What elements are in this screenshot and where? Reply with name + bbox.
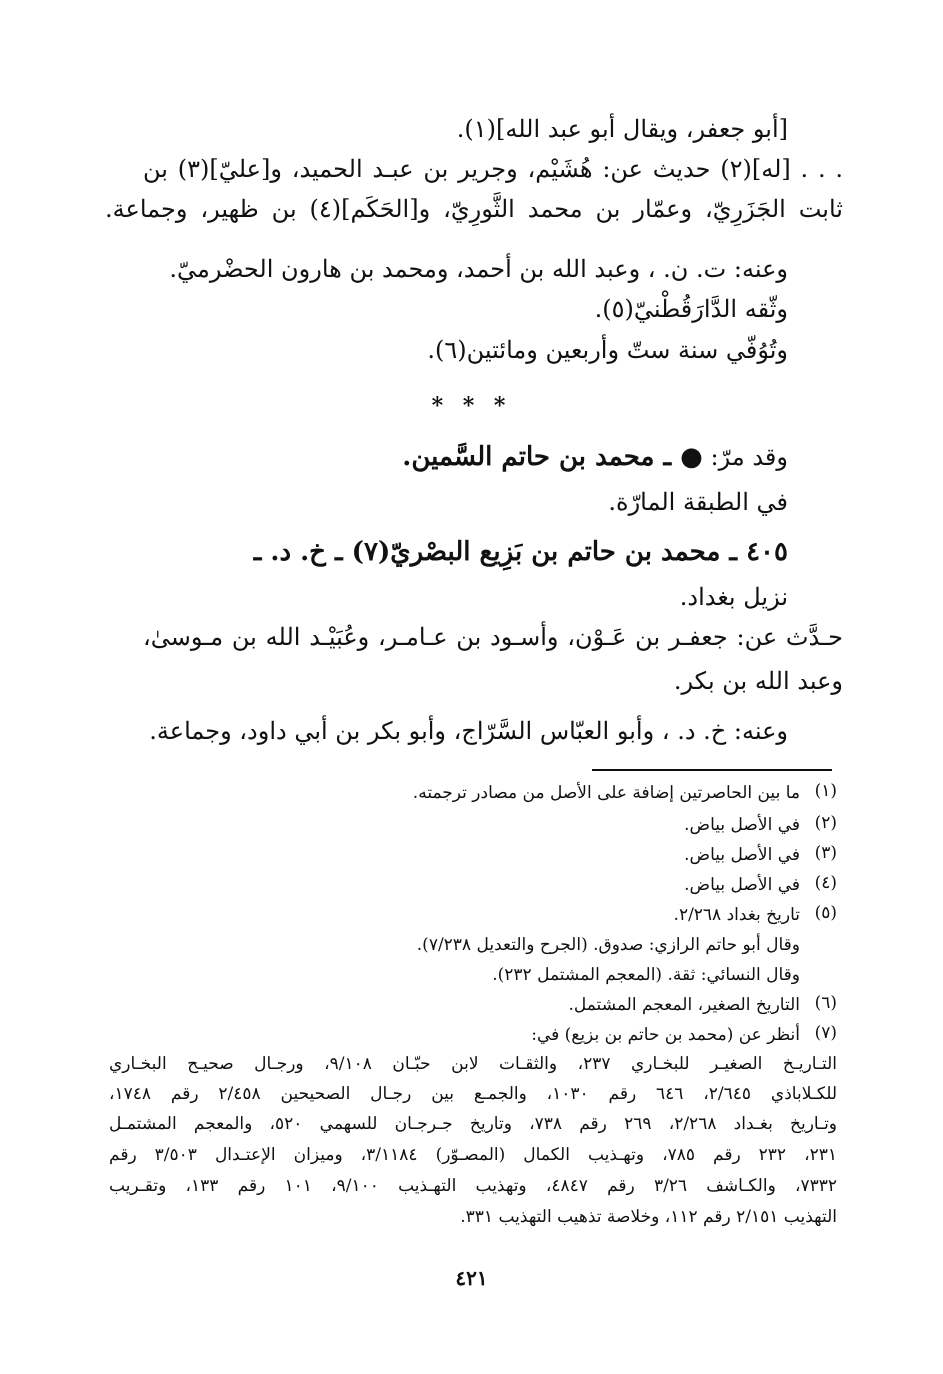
text-line-5: وثّقه الدَّارَقُطْنيّ(٥).: [594, 295, 788, 323]
entry-line-1: نزيل بغداد.: [679, 583, 788, 611]
footnote-text: التاريخ الصغير، المعجم المشتمل.: [568, 995, 800, 1015]
cross-reference-name: ● ـ محمد بن حاتم السَّمين.: [402, 442, 703, 472]
entry-line-3: وعبد الله بن بكر.: [673, 667, 843, 695]
footnote-text: ما بين الحاصرتين إضافة على الأصل من مصادر ترجمته.: [412, 783, 800, 803]
footnote-number: (١): [814, 781, 837, 801]
text-line-3: ثابت الجَزَرِيّ، وعمّار بن محمد الثَّورِيّ، و[الحَكَم](٤) بن ظهير، وجماعة.: [105, 195, 843, 223]
cross-reference-note: في الطبقة المارّة.: [608, 488, 788, 516]
footnote-separator: [592, 769, 832, 771]
footnote-text: وقال أبو حاتم الرازي: صدوق. (الجرح والتعديل ٧/٢٣٨).: [416, 935, 800, 955]
footnote-7-line: وتـاريخ بغـداد ٢/٢٦٨، ٢٦٩ رقم ٧٣٨، وتاريخ جـرجـان للسهمي ٥٢٠، والمعجم المشتمـل: [109, 1114, 838, 1134]
footnote-7-line: ٧٣٣٢، والكـاشف ٣/٢٦ رقم ٤٨٤٧، وتهذيب التهـذيب ٩/١٠٠، ١٠١ رقم ١٣٣، وتقـريب: [109, 1176, 838, 1196]
footnote-7-line: التـاريـخ الصغيـر للبخـاري ٢٣٧، والثقـات لابن حبّـان ٩/١٠٨، ورجـال صحيـح البخـاري: [109, 1054, 837, 1074]
text-line-6: وتُوُفّي سنة ستّ وأربعين ومائتين(٦).: [427, 336, 788, 364]
footnote-7-line: التهذيب ٢/١٥١ رقم ١١٢، وخلاصة تذهيب التهذيب ٣٣١.: [460, 1207, 837, 1227]
footnote-text: في الأصل بياض.: [684, 875, 800, 895]
entry-line-2: حـدَّث عن: جعفـر بن عَـوْن، وأسـود بن عـامـر، وعُبَيْـد الله بن مـوسىٰ،: [143, 623, 843, 651]
footnote-text: تاريخ بغداد ٢/٢٦٨.: [673, 905, 800, 925]
footnote-number: (٥): [814, 903, 837, 923]
cross-reference: [402, 440, 788, 474]
entry-line-4: وعنه: خ. د. ، وأبو العبّاس السَّرّاج، وأبو بكر بن أبي داود، وجماعة.: [149, 717, 788, 745]
footnote-text: في الأصل بياض.: [684, 815, 800, 835]
entry-heading: ٤٠٥ ـ محمد بن حاتم بن بَزِيع البصْريّ(٧) ـ خ. د. ـ: [253, 537, 788, 567]
footnote-text: وقال النسائي: ثقة. (المعجم المشتمل ٢٣٢).: [492, 965, 800, 985]
cross-reference-prefix: وقد مرّ:: [710, 443, 788, 471]
page-number: ٤٢١: [455, 1266, 488, 1290]
footnote-7-line: للكـلاباذي ٢/٦٤٥، ٦٤٦ رقم ١٠٣٠، والجمـع بين رجـال الصحيحين ٢/٤٥٨ رقم ١٧٤٨،: [109, 1084, 838, 1104]
footnote-7-line: ٢٣١، ٢٣٢ رقم ٧٨٥، وتهـذيب الكمال (المصـوّر) ٣/١١٨٤، وميزان الإعتـدال ٣/٥٠٣ رقم: [109, 1145, 837, 1165]
footnote-number: (٣): [814, 843, 837, 863]
section-separator-stars: * * *: [431, 393, 512, 419]
text-line-1: [أبو جعفر، ويقال أبو عبد الله](١).: [456, 115, 788, 143]
footnote-number: (٧): [814, 1023, 837, 1043]
footnote-text: أنظر عن (محمد بن حاتم بن بزيع) في:: [531, 1025, 800, 1045]
footnote-number: (٦): [814, 993, 837, 1013]
footnote-text: في الأصل بياض.: [684, 845, 800, 865]
footnote-number: (٢): [814, 813, 837, 833]
text-line-4: وعنه: ت. ن. ، وعبد الله بن أحمد، ومحمد بن هارون الحضْرميّ.: [169, 255, 788, 283]
text-line-2: . . . [له](٢) حديث عن: هُشَيْم، وجرير بن عبـد الحميد، و[عليّ](٣) بن: [143, 155, 843, 183]
footnote-number: (٤): [814, 873, 837, 893]
